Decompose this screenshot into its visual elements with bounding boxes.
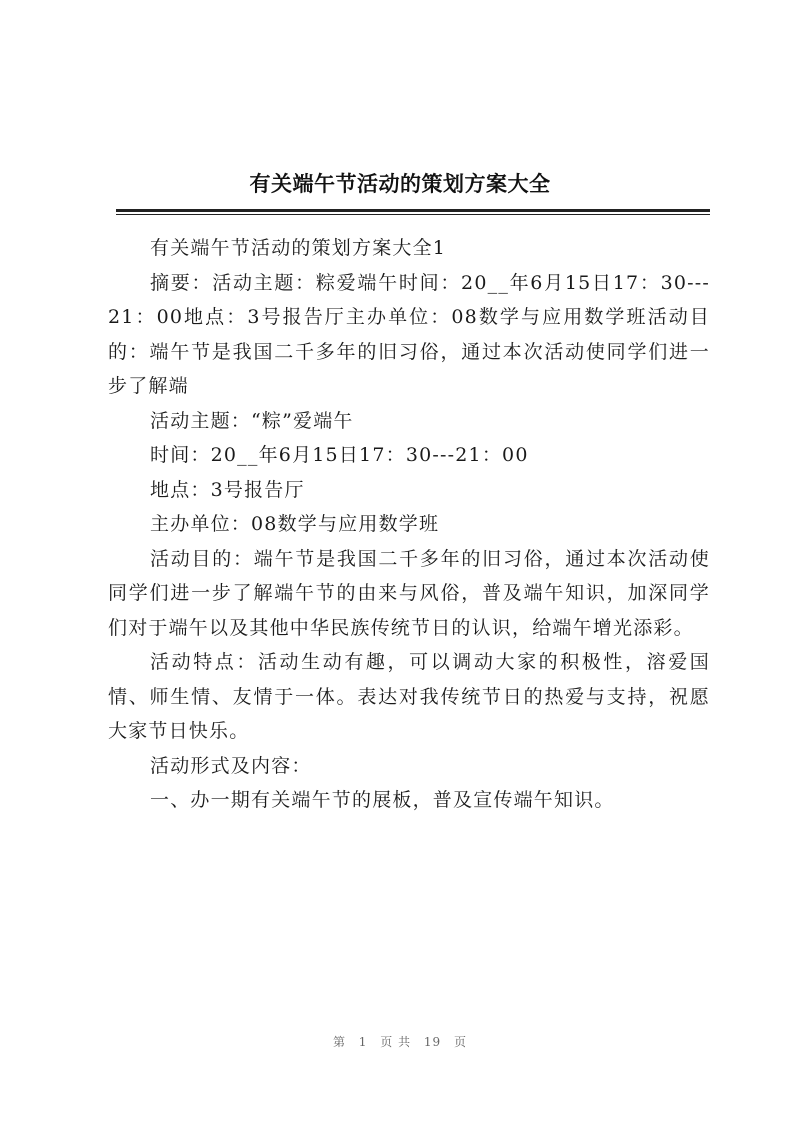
paragraph-summary: 摘要：活动主题：粽爱端午时间：20__年6月15日17：30---21：00地点：3号报告厅主办单位：08数学与应用数学班活动目的：端午节是我国二千多年的旧习俗，通过本次活动使同学们进一步了解端 bbox=[108, 271, 710, 397]
paragraph-organizer: 主办单位：08数学与应用数学班 bbox=[150, 513, 440, 535]
document-body bbox=[108, 231, 710, 818]
title-divider bbox=[116, 209, 710, 212]
paragraph-theme: 活动主题：“粽”爱端午 bbox=[150, 409, 354, 432]
paragraph-heading: 有关端午节活动的策划方案大全1 bbox=[150, 237, 447, 259]
footer-pages-label: 页 bbox=[454, 1035, 468, 1049]
page-footer bbox=[0, 1033, 800, 1050]
paragraph-item-one: 一、办一期有关端午节的展板，普及宣传端午知识。 bbox=[150, 789, 615, 811]
paragraph-purpose: 活动目的：端午节是我国二千多年的旧习俗，通过本次活动使同学们进一步了解端午节的由来与风俗，普及端午知识，加深同学们对于端午以及其他中华民族传统节日的认识，给端午增光添彩。 bbox=[108, 547, 710, 639]
footer-page-label: 第 bbox=[332, 1035, 346, 1049]
footer-page-number: 1 bbox=[358, 1035, 368, 1049]
paragraph-features: 活动特点：活动生动有趣，可以调动大家的积极性，溶爱国情、师生情、友情于一体。表达对我传统节日的热爱与支持，祝愿大家节日快乐。 bbox=[108, 651, 710, 742]
page-title: 有关端午节活动的策划方案大全 bbox=[249, 172, 551, 196]
paragraph-location: 地点：3号报告厅 bbox=[150, 478, 305, 501]
paragraph-format-heading: 活动形式及内容： bbox=[150, 754, 312, 777]
footer-of-label: 页 共 bbox=[380, 1035, 412, 1049]
footer-total-pages: 19 bbox=[423, 1035, 442, 1049]
paragraph-time: 时间：20__年6月15日17：30---21：00 bbox=[150, 444, 529, 466]
